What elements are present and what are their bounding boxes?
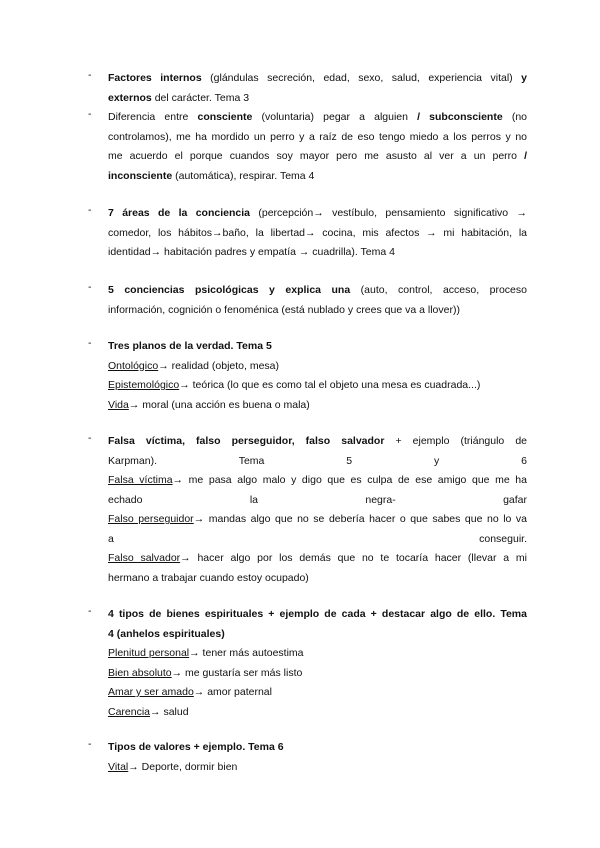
bold-text: 7 áreas de la conciencia xyxy=(108,207,250,219)
text-run: → tener más autoestima xyxy=(189,647,304,659)
text-run: → me pasa algo malo y digo que es culpa de ese amigo que me ha xyxy=(172,474,527,486)
bold-text: externos xyxy=(108,91,152,104)
text-line xyxy=(108,147,527,167)
text-line xyxy=(108,432,527,452)
section-triangulo-karpman xyxy=(89,432,527,588)
text-run: (percepción→ vestíbulo, pensamiento significativo → xyxy=(250,207,527,219)
text-line xyxy=(108,703,527,723)
section-content xyxy=(108,69,527,108)
text-line xyxy=(108,644,527,664)
text-line xyxy=(108,738,527,758)
text-run: del carácter. Tema 3 xyxy=(151,91,250,104)
text-line xyxy=(108,69,527,89)
underlined-term: Falsa víctima xyxy=(108,474,173,486)
underlined-term: Vital xyxy=(108,760,129,773)
section-content xyxy=(108,204,527,263)
text-run: (automática), respirar. Tema 4 xyxy=(172,169,315,182)
text-line xyxy=(108,569,527,589)
underlined-term: Falso salvador xyxy=(108,552,181,564)
section-bienes-espirituales xyxy=(89,605,527,722)
text-run: a conseguir. xyxy=(108,532,527,545)
bold-text: inconsciente xyxy=(108,169,173,182)
text-line xyxy=(108,510,527,530)
text-line xyxy=(108,664,527,684)
list-bullet: - xyxy=(88,337,92,349)
bold-text: 4 (anhelos espirituales) xyxy=(108,627,225,640)
text-run: → hacer algo por los demás que no te tocaría hacer (llevar a mi xyxy=(180,552,527,564)
bold-text: y xyxy=(521,72,528,84)
text-run: → teórica (lo que es como tal el objeto una mesa es cuadrada...) xyxy=(179,379,481,391)
section-content xyxy=(108,605,527,722)
underlined-term: Ontológico xyxy=(108,359,159,372)
text-run: echado la negra- gafar xyxy=(108,493,527,506)
section-tipos-valores xyxy=(89,738,527,777)
text-run: → mandas algo que no se debería hacer o que sabes que no lo va xyxy=(193,513,528,525)
text-run: → salud xyxy=(150,705,189,718)
text-line xyxy=(108,758,527,778)
text-line xyxy=(108,281,527,301)
section-content xyxy=(108,108,527,186)
bold-text: 4 tipos de bienes espirituales + ejemplo de cada + destacar algo de ello. Tema xyxy=(108,608,527,620)
text-line xyxy=(108,224,527,244)
bold-text: consciente xyxy=(197,111,253,123)
list-bullet: - xyxy=(88,738,92,750)
text-line xyxy=(108,683,527,703)
section-conciencias-psicologicas xyxy=(89,281,527,320)
text-line xyxy=(108,396,527,416)
text-run: información, cognición o fenoménica (está nublado y crees que va a llover)) xyxy=(108,303,460,316)
text-line xyxy=(108,549,527,569)
text-line xyxy=(108,605,527,625)
list-bullet: - xyxy=(88,281,92,293)
text-run: → moral (una acción es buena o mala) xyxy=(128,398,310,411)
bold-text: 5 conciencias psicológicas y explica una xyxy=(108,284,351,296)
underlined-term: Vida xyxy=(108,398,129,411)
text-line xyxy=(108,376,527,396)
text-line xyxy=(108,128,527,148)
section-content xyxy=(108,432,527,588)
list-bullet: - xyxy=(88,108,92,120)
text-line xyxy=(108,530,527,550)
text-line xyxy=(108,108,527,128)
bold-text: Factores internos xyxy=(108,72,202,84)
list-bullet: - xyxy=(88,204,92,216)
text-run: hermano a trabajar cuando estoy ocupado) xyxy=(108,571,309,584)
text-line xyxy=(108,625,527,645)
underlined-term: Carencia xyxy=(108,705,151,718)
text-run: → me gustaría ser más listo xyxy=(171,666,303,679)
text-line xyxy=(108,357,527,377)
text-run: → amor paternal xyxy=(193,686,272,698)
underlined-term: Epistemológico xyxy=(108,379,180,391)
text-line xyxy=(108,471,527,491)
section-planos-verdad xyxy=(89,337,527,415)
text-run: Diferencia entre xyxy=(108,111,198,123)
text-line xyxy=(108,491,527,511)
text-run: (voluntaria) pegar a alguien xyxy=(252,111,418,123)
text-run: + ejemplo (triángulo de xyxy=(384,435,527,447)
section-content xyxy=(108,337,527,415)
bold-text: / subconsciente xyxy=(417,111,503,123)
underlined-term: Plenitud personal xyxy=(108,647,190,659)
list-bullet: - xyxy=(88,432,92,444)
text-line xyxy=(108,337,527,357)
text-run: (auto, control, acceso, proceso xyxy=(350,284,527,296)
section-areas-conciencia xyxy=(89,204,527,263)
text-run: (glándulas secreción, edad, sexo, salud, experiencia vital) xyxy=(201,72,522,84)
list-bullet: - xyxy=(88,69,92,81)
text-line xyxy=(108,89,527,109)
bold-text: Tres planos de la verdad. Tema 5 xyxy=(108,340,272,352)
text-line xyxy=(108,452,527,472)
text-line xyxy=(108,301,527,321)
bold-text: Falsa víctima, falso perseguidor, falso salvador xyxy=(108,435,385,447)
text-run: → Deporte, dormir bien xyxy=(128,760,238,773)
text-line xyxy=(108,204,527,224)
text-run: → realidad (objeto, mesa) xyxy=(158,359,280,372)
underlined-term: Falso perseguidor xyxy=(108,513,194,525)
text-run: identidad→ habitación padres y empatía → cuadrilla). Tema 4 xyxy=(108,246,395,258)
section-consciente xyxy=(89,108,527,186)
text-line xyxy=(108,243,527,263)
bold-text: / xyxy=(524,150,527,162)
bold-text: Tipos de valores + ejemplo. Tema 6 xyxy=(108,741,284,753)
text-run: (no xyxy=(502,111,527,123)
underlined-term: Bien absoluto xyxy=(108,666,172,679)
text-run: me acuerdo el porque cuandos soy mayor pero me asusto al ver a un perro xyxy=(108,150,525,162)
text-run: controlamos), me ha mordido un perro y a raíz de eso tengo miedo a los perros y no xyxy=(108,130,527,143)
text-run: comedor, los hábitos→baño, la libertad→ cocina, mis afectos → mi habitación, la xyxy=(108,226,527,239)
list-bullet: - xyxy=(88,605,92,617)
section-content xyxy=(108,738,527,777)
section-content xyxy=(108,281,527,320)
text-run: Karpman). Tema 5 y 6 xyxy=(108,454,527,467)
section-factores xyxy=(89,69,527,108)
text-line xyxy=(108,167,527,187)
underlined-term: Amar y ser amado xyxy=(108,686,194,698)
